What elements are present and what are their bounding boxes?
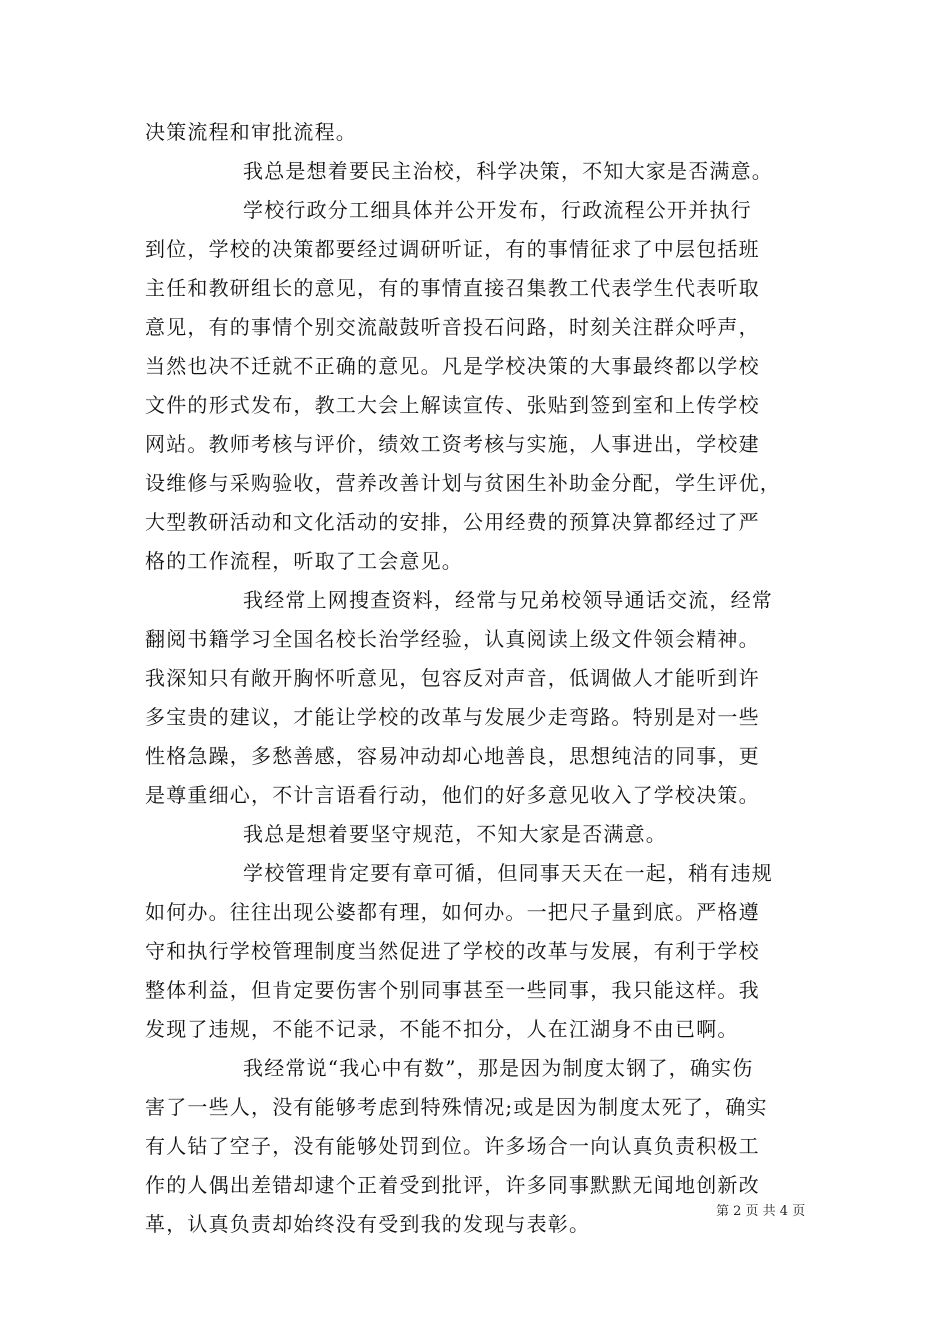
text-line: 大型教研活动和文化活动的安排，公用经费的预算决算都经过了严 [145,510,760,534]
text-line: 是尊重细心，不计言语看行动，他们的好多意见收入了学校决策。 [145,783,760,807]
paragraph-start: 我总是想着要坚守规范，不知大家是否满意。 [243,822,667,846]
text-line: 发现了违规，不能不记录，不能不扣分，人在江湖身不由已啊。 [145,1017,739,1041]
text-line: 网站。教师考核与评价，绩效工资考核与实施，人事进出，学校建 [145,432,760,456]
text-line: 害了一些人，没有能够考虑到特殊情况;或是因为制度太死了，确实 [145,1095,768,1119]
text-line: 翻阅书籍学习全国名校长治学经验，认真阅读上级文件领会精神。 [145,627,760,651]
text-line: 革，认真负责却始终没有受到我的发现与表彰。 [145,1212,591,1236]
text-line: 主任和教研组长的意见，有的事情直接召集教工代表学生代表听取 [145,276,760,300]
text-line: 格的工作流程，听取了工会意见。 [145,549,463,573]
text-line: 守和执行学校管理制度当然促进了学校的改革与发展，有利于学校 [145,939,760,963]
paragraph-start: 学校行政分工细具体并公开发布，行政流程公开并执行 [243,198,752,222]
text-line: 作的人偶出差错却逮个正着受到批评，许多同事默默无闻地创新改 [145,1173,760,1197]
text-line: 整体利益，但肯定要伤害个别同事甚至一些同事，我只能这样。我 [145,978,760,1002]
text-line: 文件的形式发布，教工大会上解读宣传、张贴到签到室和上传学校 [145,393,760,417]
page-number-footer: 第 2 页 共 4 页 [716,1204,806,1219]
text-line: 多宝贵的建议，才能让学校的改革与发展少走弯路。特别是对一些 [145,705,760,729]
text-line: 到位，学校的决策都要经过调研听证，有的事情征求了中层包括班 [145,237,760,261]
text-line: 决策流程和审批流程。 [145,120,357,144]
text-line: 当然也决不迁就不正确的意见。凡是学校决策的大事最终都以学校 [145,354,760,378]
text-line: 有人钻了空子，没有能够处罚到位。许多场合一向认真负责积极工 [145,1134,760,1158]
paragraph-start: 学校管理肯定要有章可循，但同事天天在一起，稍有违规 [243,861,773,885]
text-line: 性格急躁，多愁善感，容易冲动却心地善良，思想纯洁的同事，更 [145,744,760,768]
paragraph-start: 我经常说“我心中有数”，那是因为制度太钢了，确实伤 [243,1056,754,1080]
paragraph-start: 我总是想着要民主治校，科学决策，不知大家是否满意。 [243,159,773,183]
text-line: 我深知只有敞开胸怀听意见，包容反对声音，低调做人才能听到许 [145,666,760,690]
text-line: 如何办。往往出现公婆都有理，如何办。一把尺子量到底。严格遵 [145,900,760,924]
text-line: 设维修与采购验收，营养改善计划与贫困生补助金分配，学生评优， [145,471,781,495]
text-line: 意见，有的事情个别交流敲鼓听音投石问路，时刻关注群众呼声， [145,315,760,339]
paragraph-start: 我经常上网搜查资料，经常与兄弟校领导通话交流，经常 [243,588,773,612]
